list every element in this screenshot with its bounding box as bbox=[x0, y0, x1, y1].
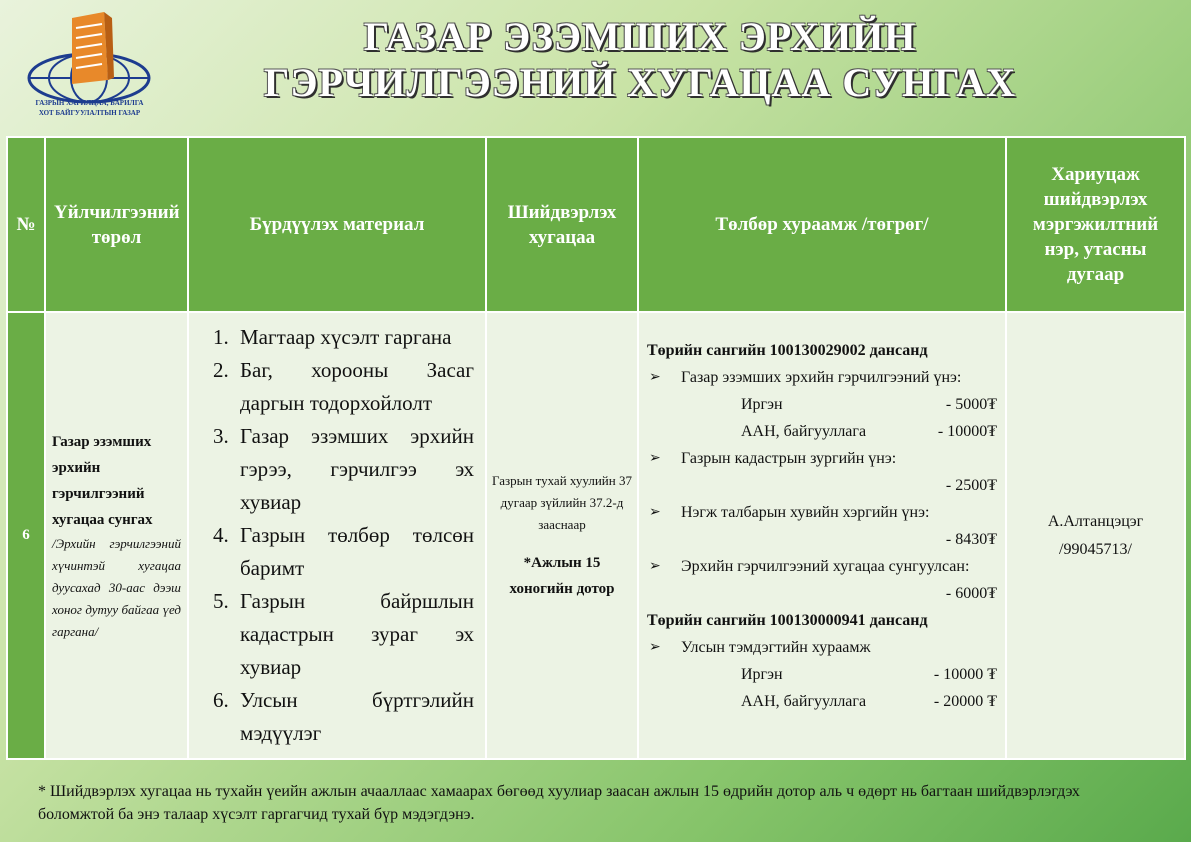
fee-payer-label: Иргэн bbox=[741, 396, 783, 413]
fee-item-label: Эрхийн гэрчилгээний хугацаа сунгуулсан: bbox=[681, 558, 970, 575]
header-number: № bbox=[7, 137, 45, 312]
fee-item-label: Газар эзэмших эрхийн гэрчилгээний үнэ: bbox=[681, 369, 962, 386]
materials-list bbox=[190, 321, 484, 750]
fee-item-stamp-duty bbox=[647, 634, 997, 661]
treasury-account-2: Төрийн сангийн 100130000941 дансанд bbox=[647, 612, 928, 629]
responsible-cell bbox=[1006, 312, 1185, 759]
fee-payer-label: Иргэн bbox=[741, 666, 783, 683]
fee-amount: - 6000₮ bbox=[945, 585, 997, 602]
fee-item-parcel-file bbox=[647, 499, 997, 526]
fee-payer-label: ААН, байгууллага bbox=[741, 693, 867, 710]
logo-caption-line2: ХОТ БАЙГУУЛАЛТЫН ГАЗАР bbox=[38, 109, 141, 117]
table-row bbox=[7, 312, 1185, 759]
header-materials: Бүрдүүлэх материал bbox=[188, 137, 486, 312]
service-type-cell bbox=[45, 312, 188, 759]
header-service-type: Үйлчилгээний төрөл bbox=[45, 137, 188, 312]
logo-caption bbox=[22, 98, 157, 118]
fee-amount: - 2500₮ bbox=[945, 477, 997, 494]
fee-item-cadastral-map bbox=[647, 445, 997, 472]
contact-name: А.Алтанцэцэг bbox=[1047, 512, 1144, 530]
arrow-bullet-icon: ➢ bbox=[649, 370, 661, 385]
header-responsible: Хариуцаж шийдвэрлэх мэргэжилтний нэр, утасны дугаар bbox=[1006, 137, 1185, 312]
fee-subrow bbox=[647, 391, 997, 418]
material-item: 2. Баг, хорооны Засаг даргын тодорхойлолт bbox=[234, 354, 474, 420]
row-number: 6 bbox=[7, 312, 45, 759]
material-item: 5. Газрын байршлын кадастрын зураг эх хувиар bbox=[234, 585, 474, 684]
fee-amount: - 20000 ₮ bbox=[933, 693, 997, 710]
fee-item-certificate bbox=[647, 364, 997, 391]
fee-amount: - 5000₮ bbox=[945, 396, 997, 413]
treasury-account-1: Төрийн сангийн 100130029002 дансанд bbox=[647, 342, 928, 359]
fee-item-label: Улсын тэмдэгтийн хураамж bbox=[681, 639, 871, 656]
fee-payer-label: ААН, байгууллага bbox=[741, 423, 867, 440]
fee-subrow bbox=[647, 688, 997, 715]
service-note: /Эрхийн гэрчилгээний хүчинтэй хугацаа дуусахад 30-аас дээш хоног дутуу байгаа үед гаргана/ bbox=[52, 535, 181, 639]
material-item: 1. Магтаар хүсэлт гаргана bbox=[234, 321, 474, 354]
fee-item-label: Газрын кадастрын зургийн үнэ: bbox=[681, 450, 897, 467]
header-fees: Төлбөр хураамж /төгрөг/ bbox=[638, 137, 1006, 312]
materials-cell bbox=[188, 312, 486, 759]
service-name: Газар эзэмших эрхийн гэрчилгээний хугацаа сунгах bbox=[52, 433, 153, 528]
fee-item-label: Нэгж талбарын хувийн хэргийн үнэ: bbox=[681, 504, 930, 521]
decision-time-cell bbox=[486, 312, 638, 759]
globe-building-logo-icon bbox=[22, 10, 157, 105]
material-item: 4. Газрын төлбөр төлсөн баримт bbox=[234, 519, 474, 585]
table-header-row bbox=[7, 137, 1185, 312]
page-title-line1: ГАЗАР ЭЗЭМШИХ ЭРХИЙН bbox=[363, 14, 917, 59]
fee-subrow bbox=[647, 418, 997, 445]
fee-amount: - 10000₮ bbox=[937, 423, 997, 440]
arrow-bullet-icon: ➢ bbox=[649, 505, 661, 520]
material-item: 6. Улсын бүртгэлийн мэдүүлэг bbox=[234, 684, 474, 750]
page-title bbox=[230, 14, 1050, 106]
arrow-bullet-icon: ➢ bbox=[649, 559, 661, 574]
decision-law-reference: Газрын тухай хуулийн 37 дугаар зүйлийн 37.2-д зааснаар bbox=[492, 472, 632, 532]
contact-phone: /99045713/ bbox=[1059, 540, 1132, 558]
logo-caption-line1: ГАЗРЫН ХАРИЛЦАА, БАРИЛГА bbox=[35, 99, 144, 107]
material-item: 3. Газар эзэмших эрхийн гэрээ, гэрчилгээ эх хувиар bbox=[234, 420, 474, 519]
fees-cell bbox=[638, 312, 1006, 759]
footnote: * Шийдвэрлэх хугацаа нь тухайн үеийн ажлын ачааллаас хамаарах бөгөөд хуулиар заасан ажлын 15 өдрийн дотор аль ч өдөрт нь багтаан шийдвэрлэгдэх боломжтой ба энэ талаар хүсэлт гаргагчид тухай бүр мэдэгдэнэ. bbox=[38, 783, 1080, 823]
fee-amount: - 8430₮ bbox=[945, 531, 997, 548]
page-title-line2: ГЭРЧИЛГЭЭНИЙ ХУГАЦАА СУНГАХ bbox=[263, 60, 1017, 105]
service-table bbox=[6, 136, 1186, 760]
header-decision-time: Шийдвэрлэх хугацаа bbox=[486, 137, 638, 312]
service-table-container bbox=[6, 136, 1184, 760]
decision-time-value: *Ажлын 15 хоногийн дотор bbox=[509, 554, 615, 597]
fee-item-extension bbox=[647, 553, 997, 580]
arrow-bullet-icon: ➢ bbox=[649, 640, 661, 655]
arrow-bullet-icon: ➢ bbox=[649, 451, 661, 466]
fee-amount: - 10000 ₮ bbox=[933, 666, 997, 683]
fee-subrow bbox=[647, 661, 997, 688]
